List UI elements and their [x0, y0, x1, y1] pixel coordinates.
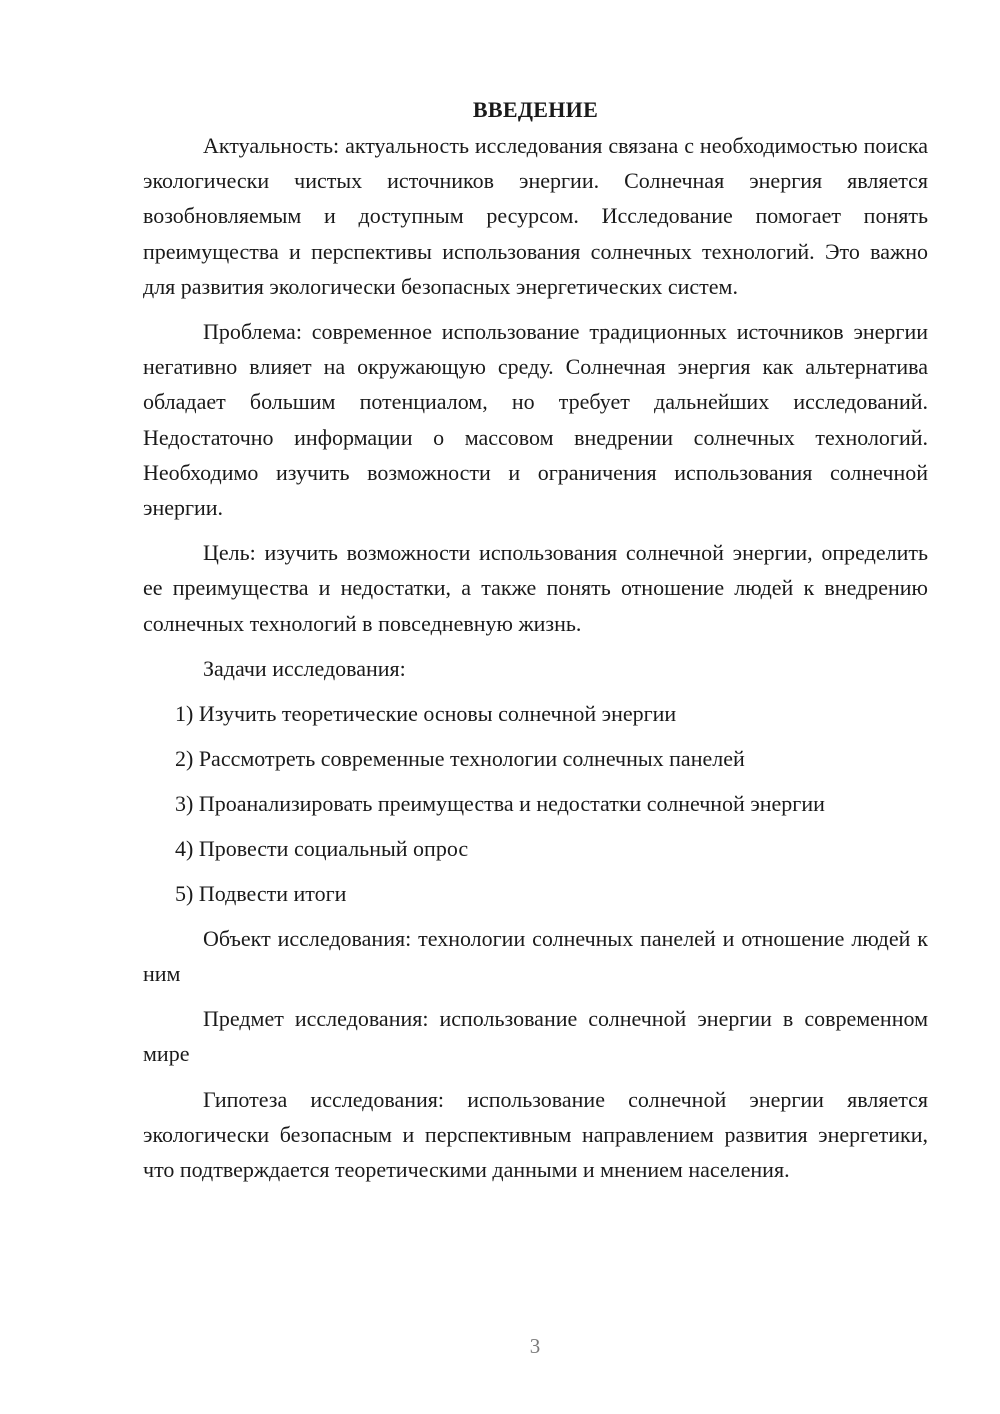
page-number: 3: [529, 1334, 541, 1358]
task-item: 2) Рассмотреть современные технологии солнечных панелей: [175, 745, 745, 771]
paragraph-subject: Предмет исследования: использование солнечной энергии в современном мире: [143, 1006, 928, 1067]
paragraph-goal: Цель: изучить возможности использования солнечной энергии, определить ее преимущества и недостатки, а также понять отношение людей к внедрению солнечных технологий в повседневную жизнь.: [143, 540, 928, 636]
document-body: [143, 92, 928, 1197]
task-item: 4) Провести социальный опрос: [175, 835, 469, 861]
paragraph-relevance: Актуальность: актуальность исследования связана с необходимостью поиска экологически чистых источников энергии. Солнечная энергия является возобновляемым и доступным ресурсом. Исследование помогает понять преимущества и перспективы использования солнечных технологий. Это важно для развития экологически безопасных энергетических систем.: [143, 133, 928, 299]
section-title: ВВЕДЕНИЕ: [472, 97, 599, 122]
tasks-header: Задачи исследования:: [203, 655, 406, 681]
tasks-list: [143, 696, 928, 911]
task-item: 1) Изучить теоретические основы солнечной энергии: [175, 700, 677, 726]
paragraph-problem: Проблема: современное использование традиционных источников энергии негативно влияет на окружающую среду. Солнечная энергия как альтернатива обладает большим потенциалом, но требует дальнейших исследований. Недостаточно информации о массовом внедрении солнечных технологий. Необходимо изучить возможности и ограничения использования солнечной энергии.: [143, 319, 928, 521]
task-item: 3) Проанализировать преимущества и недостатки солнечной энергии: [175, 790, 825, 816]
paragraph-hypothesis: Гипотеза исследования: использование солнечной энергии является экологически безопасным и перспективным направлением развития энергетики, что подтверждается теоретическими данными и мнением населения.: [143, 1086, 928, 1183]
paragraph-object: Объект исследования: технологии солнечных панелей и отношение людей к ним: [143, 925, 928, 987]
task-item: 5) Подвести итоги: [175, 880, 347, 906]
